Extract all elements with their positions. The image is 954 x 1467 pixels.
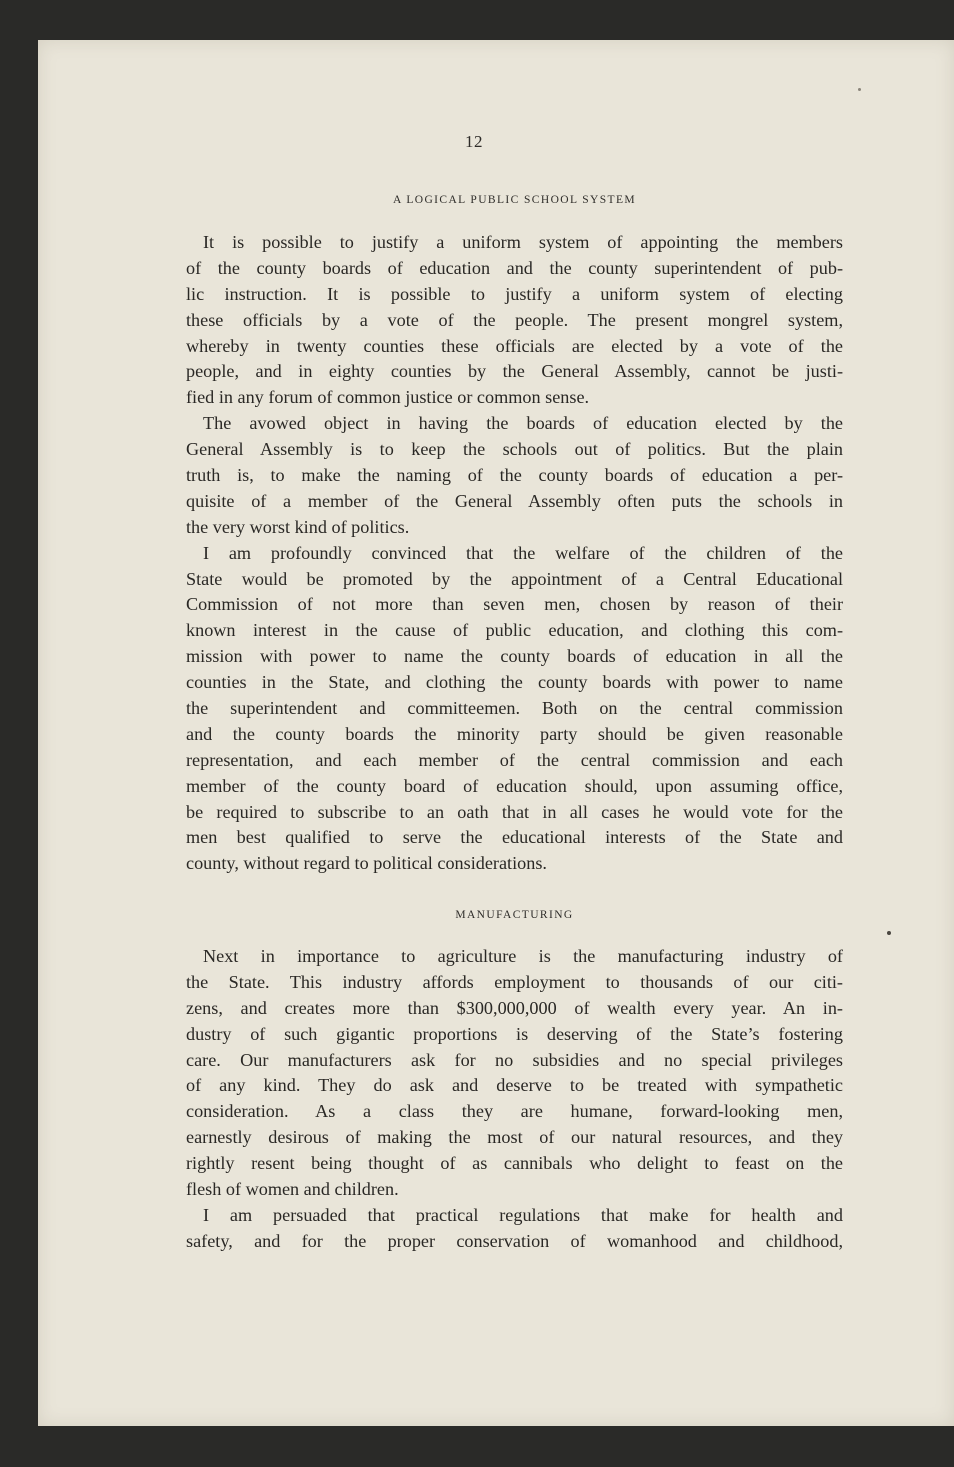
text-line: known interest in the cause of public education, and clothing this com- bbox=[186, 620, 843, 641]
paragraph bbox=[186, 944, 843, 1203]
text-line: people, and in eighty counties by the General Assembly, cannot be justi- bbox=[186, 361, 843, 382]
text-line: I am profoundly convinced that the welfare of the children of the bbox=[203, 542, 843, 563]
section-body bbox=[186, 230, 843, 877]
text-line: zens, and creates more than $300,000,000 of wealth every year. An in- bbox=[186, 997, 843, 1018]
text-line: member of the county board of education should, upon assuming office, bbox=[186, 775, 843, 796]
text-line: of the county boards of education and the county superintendent of pub- bbox=[186, 257, 843, 278]
paragraph bbox=[186, 1203, 843, 1255]
text-line: the superintendent and committeemen. Both on the central commission bbox=[186, 698, 843, 719]
section-heading: MANUFACTURING bbox=[455, 909, 574, 921]
text-line: county, without regard to political considerations. bbox=[186, 853, 547, 874]
text-line: whereby in twenty counties these officials are elected by a vote of the bbox=[186, 335, 843, 356]
section-heading: A LOGICAL PUBLIC SCHOOL SYSTEM bbox=[392, 194, 637, 206]
text-line: the State. This industry affords employment to thousands of our citi- bbox=[186, 971, 843, 992]
text-line: representation, and each member of the central commission and each bbox=[186, 749, 843, 770]
print-speck bbox=[887, 931, 891, 935]
text-line: truth is, to make the naming of the county boards of education a per- bbox=[186, 465, 843, 486]
text-line: dustry of such gigantic proportions is deserving of the State’s fostering bbox=[186, 1023, 843, 1044]
text-line: fied in any forum of common justice or common sense. bbox=[186, 387, 590, 408]
print-speck bbox=[858, 88, 861, 91]
text-line: the very worst kind of politics. bbox=[186, 516, 410, 537]
text-line: these officials by a vote of the people. The present mongrel system, bbox=[186, 309, 843, 330]
text-line: I am persuaded that practical regulations that make for health and bbox=[203, 1204, 843, 1225]
text-line: lic instruction. It is possible to justify a uniform system of electing bbox=[186, 283, 843, 304]
text-line: men best qualified to serve the educational interests of the State and bbox=[186, 827, 843, 848]
text-line: safety, and for the proper conservation of womanhood and childhood, bbox=[186, 1230, 843, 1251]
text-line: earnestly desirous of making the most of our natural resources, and they bbox=[186, 1127, 843, 1148]
text-line: General Assembly is to keep the schools out of politics. But the plain bbox=[186, 439, 843, 460]
text-line: mission with power to name the county boards of education in all the bbox=[186, 646, 843, 667]
text-line: flesh of women and children. bbox=[186, 1179, 399, 1200]
paragraph bbox=[186, 230, 843, 411]
text-line: State would be promoted by the appointment of a Central Educational bbox=[186, 568, 843, 589]
text-line: rightly resent being thought of as cannibals who delight to feast on the bbox=[186, 1153, 843, 1174]
text-line: It is possible to justify a uniform system of appointing the members bbox=[203, 232, 843, 252]
text-line: be required to subscribe to an oath that in all cases he would vote for the bbox=[186, 801, 843, 822]
page-number: 12 bbox=[465, 132, 483, 151]
text-line: of any kind. They do ask and deserve to be treated with sympathetic bbox=[186, 1075, 843, 1096]
text-line: consideration. As a class they are humane, forward-looking men, bbox=[186, 1101, 843, 1122]
text-line: Next in importance to agriculture is the manufacturing industry of bbox=[203, 946, 843, 966]
paragraph bbox=[186, 541, 843, 878]
text-line: and the county boards the minority party should be given reasonable bbox=[186, 723, 843, 744]
text-line: quisite of a member of the General Assembly often puts the schools in bbox=[186, 490, 843, 511]
text-line: The avowed object in having the boards of education elected by the bbox=[203, 413, 843, 434]
section-body bbox=[186, 944, 843, 1255]
paragraph bbox=[186, 411, 843, 540]
text-line: care. Our manufacturers ask for no subsidies and no special privileges bbox=[186, 1049, 843, 1070]
text-line: counties in the State, and clothing the county boards with power to name bbox=[186, 672, 843, 693]
text-line: Commission of not more than seven men, chosen by reason of their bbox=[186, 594, 843, 615]
